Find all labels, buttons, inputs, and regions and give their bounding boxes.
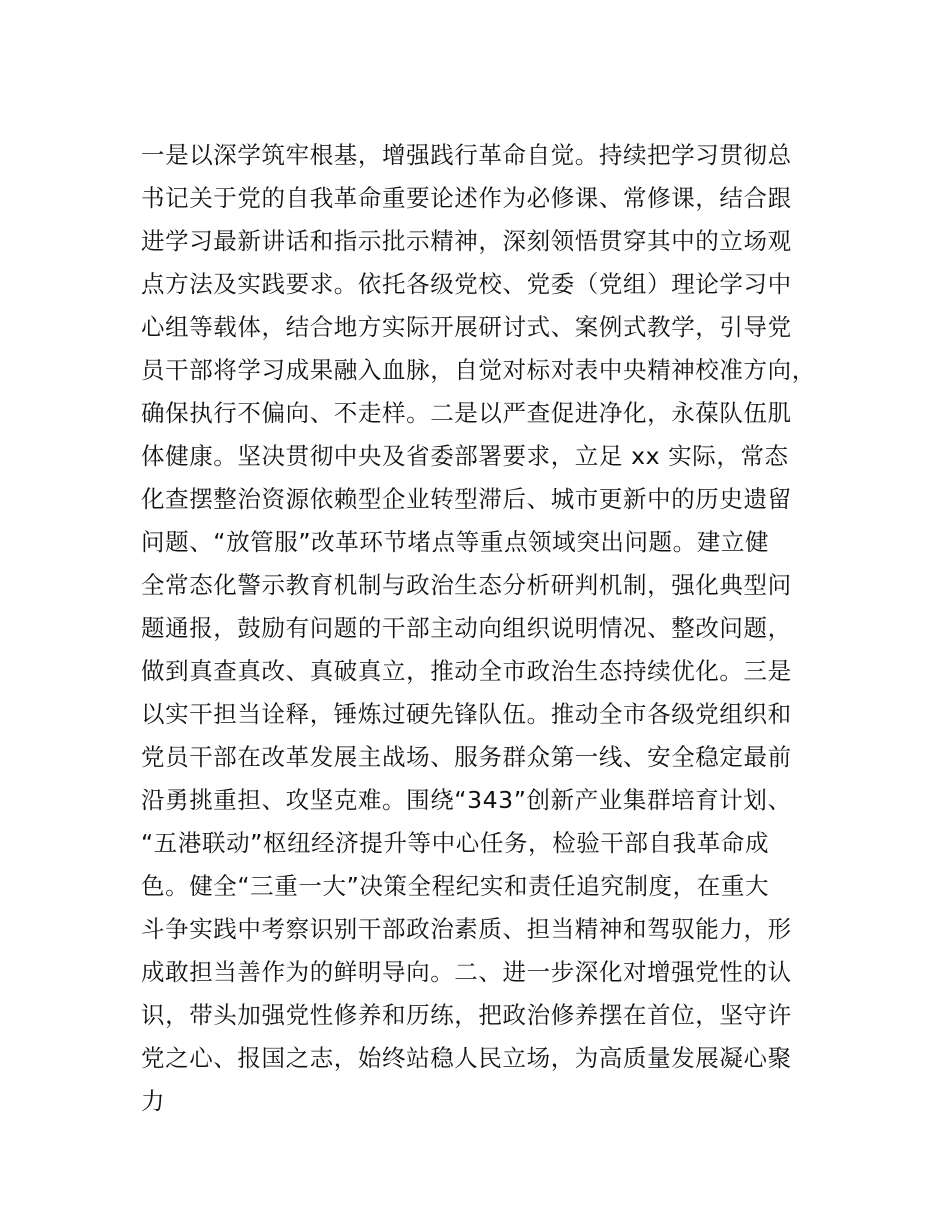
text-line: 体健康。坚决贯彻中央及省委部署要求，立足 xx 实际，常态 <box>141 442 789 470</box>
text-line: 问题、“放管服”改革环节堵点等重点领域突出问题。建立健 <box>141 528 770 556</box>
text-line: 斗争实践中考察识别干部政治素质、担当精神和驾驭能力，形 <box>141 915 792 943</box>
text-line: 成敢担当善作为的鲜明导向。二、进一步深化对增强党性的认 <box>141 958 792 986</box>
text-line: 以实干担当诠释，锤炼过硬先锋队伍。推动全市各级党组织和 <box>141 700 792 728</box>
text-line: 员干部将学习成果融入血脉，自觉对标对表中央精神校准方向， <box>141 356 816 384</box>
text-line: 心组等载体，结合地方实际开展研讨式、案例式教学，引导党 <box>141 313 792 341</box>
text-line: “五港联动”枢纽经济提升等中心任务，检验干部自我革命成 <box>141 829 770 857</box>
text-line: 书记关于党的自我革命重要论述作为必修课、常修课，结合跟 <box>141 184 792 212</box>
text-line: 党之心、报国之志，始终站稳人民立场，为高质量发展凝心聚 <box>141 1044 792 1072</box>
document-body <box>141 134 841 1123</box>
text-line: 题通报，鼓励有问题的干部主动向组织说明情况、整改问题， <box>141 614 792 642</box>
text-line: 全常态化警示教育机制与政治生态分析研判机制，强化典型问 <box>141 571 792 599</box>
text-line: 确保执行不偏向、不走样。二是以严查促进净化，永葆队伍肌 <box>141 399 792 427</box>
text-line: 力 <box>141 1087 166 1115</box>
text-line: 识，带头加强党性修养和历练，把政治修养摆在首位，坚守许 <box>141 1001 792 1029</box>
text-line: 党员干部在改革发展主战场、服务群众第一线、安全稳定最前 <box>141 743 792 771</box>
text-line: 一是以深学筑牢根基，增强践行革命自觉。持续把学习贯彻总 <box>141 141 792 169</box>
text-line: 沿勇挑重担、攻坚克难。围绕“343”创新产业集群培育计划、 <box>141 786 792 814</box>
text-line: 化查摆整治资源依赖型企业转型滞后、城市更新中的历史遗留 <box>141 485 792 513</box>
text-line: 进学习最新讲话和指示批示精神，深刻领悟贯穿其中的立场观 <box>141 227 792 255</box>
text-line: 色。健全“三重一大”决策全程纪实和责任追究制度，在重大 <box>141 872 770 900</box>
text-line: 点方法及实践要求。依托各级党校、党委（党组）理论学习中 <box>141 270 792 298</box>
text-line: 做到真查真改、真破真立，推动全市政治生态持续优化。三是 <box>141 657 792 685</box>
